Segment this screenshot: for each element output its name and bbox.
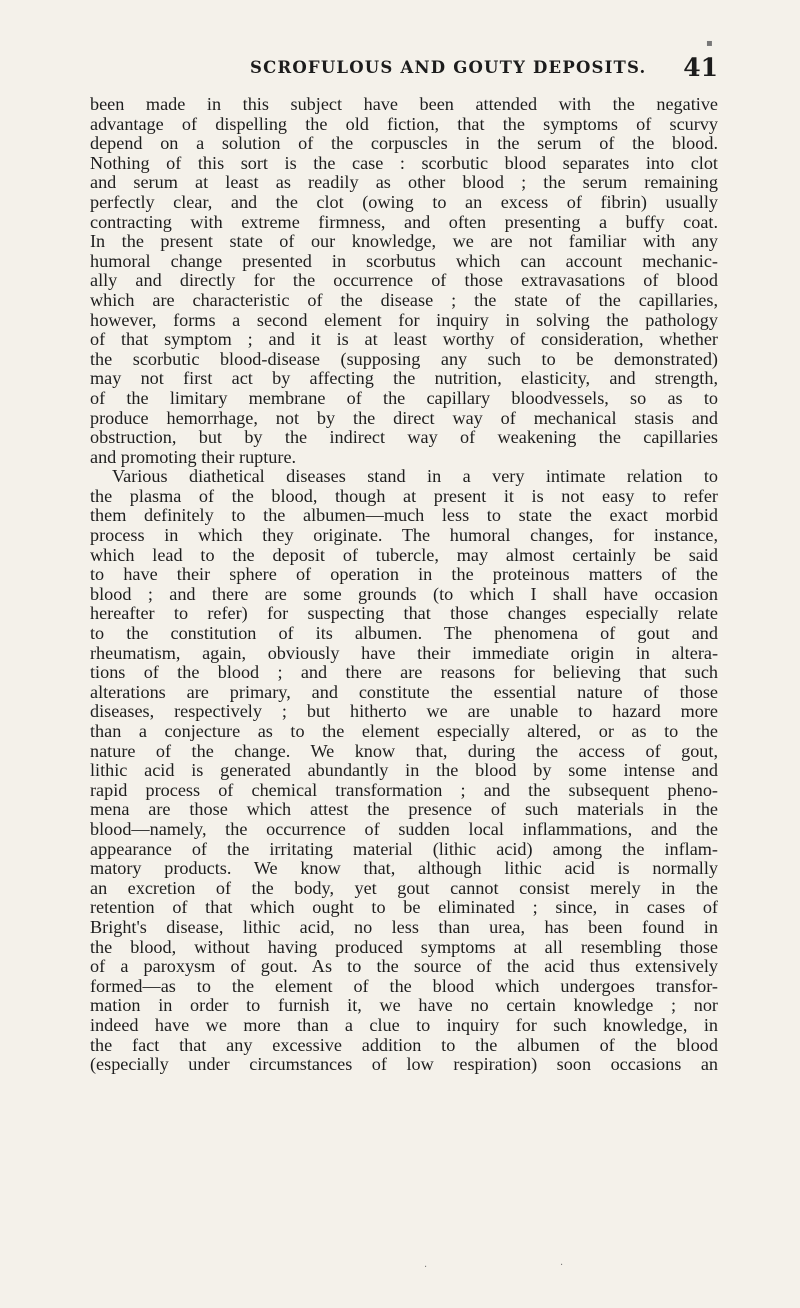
text-line: In the present state of our knowledge, we are not familiar with any bbox=[90, 231, 718, 252]
text-line: formed—as to the element of the blood which undergoes transfor- bbox=[90, 975, 718, 996]
text-line: obstruction, but by the indirect way of weakening the capillaries bbox=[90, 427, 718, 448]
text-line: retention of that which ought to be eliminated ; since, in cases of bbox=[90, 897, 718, 918]
text-line: and promoting their rupture. bbox=[90, 446, 297, 467]
text-line: them definitely to the albumen—much less to state the exact morbid bbox=[90, 505, 718, 526]
text-line: diseases, respectively ; but hitherto we are unable to hazard more bbox=[90, 701, 718, 722]
text-line: nature of the change. We know that, during the access of gout, bbox=[90, 740, 718, 761]
text-line: which lead to the deposit of tubercle, may almost certainly be said bbox=[90, 544, 718, 565]
text-line: of the limitary membrane of the capillary bloodvessels, so as to bbox=[90, 387, 718, 408]
text-line: lithic acid is generated abundantly in the blood by some intense and bbox=[90, 760, 718, 781]
text-line: blood—namely, the occurrence of sudden local inflammations, and the bbox=[90, 818, 718, 839]
text-line: an excretion of the body, yet gout cannot consist merely in the bbox=[90, 877, 718, 898]
text-line: process in which they originate. The humoral changes, for instance, bbox=[90, 525, 718, 546]
text-line: mation in order to furnish it, we have no certain knowledge ; nor bbox=[90, 995, 718, 1016]
text-line: depend on a solution of the corpuscles in the serum of the blood. bbox=[90, 133, 718, 154]
text-line: the plasma of the blood, though at present it is not easy to refer bbox=[90, 485, 718, 506]
text-line: blood ; and there are some grounds (to which I shall have occasion bbox=[90, 583, 718, 604]
text-line: Bright's disease, lithic acid, no less than urea, has been found in bbox=[90, 916, 718, 937]
text-line: however, forms a second element for inquiry in solving the pathology bbox=[90, 309, 718, 330]
text-line: appearance of the irritating material (lithic acid) among the inflam- bbox=[90, 838, 718, 859]
text-line: rheumatism, again, obviously have their immediate origin in altera- bbox=[90, 642, 718, 663]
text-line: the scorbutic blood-disease (supposing any such to be demonstrated) bbox=[90, 348, 718, 369]
text-line: matory products. We know that, although lithic acid is normally bbox=[90, 858, 718, 879]
scan-speck-mark: · bbox=[560, 1260, 564, 1271]
page-header bbox=[90, 53, 718, 84]
text-line: mena are those which attest the presence of such materials in the bbox=[90, 799, 718, 820]
body-text bbox=[90, 95, 718, 1075]
text-line: the blood, without having produced symptoms at all resembling those bbox=[90, 936, 718, 957]
text-line: of that symptom ; and it is at least worthy of consideration, whether bbox=[90, 329, 718, 350]
text-line: which are characteristic of the disease ; the state of the capillaries, bbox=[90, 289, 718, 310]
text-line: alterations are primary, and constitute the essential nature of those bbox=[90, 681, 718, 702]
text-line: been made in this subject have been attended with the negative bbox=[90, 94, 718, 114]
text-line: rapid process of chemical transformation ; and the subsequent pheno- bbox=[90, 779, 718, 800]
scan-speck-mark: · bbox=[424, 1262, 428, 1273]
running-title: SCROFULOUS AND GOUTY DEPOSITS. bbox=[250, 58, 647, 77]
text-line: Various diathetical diseases stand in a very intimate relation to bbox=[112, 466, 718, 487]
text-line: hereafter to refer) for suspecting that those changes especially relate bbox=[90, 603, 718, 624]
text-line: humoral change presented in scorbutus which can account mechanic- bbox=[90, 250, 718, 271]
text-line: produce hemorrhage, not by the direct way of mechanical stasis and bbox=[90, 407, 718, 428]
text-line: and serum at least as readily as other blood ; the serum remaining bbox=[90, 172, 718, 193]
text-line: than a conjecture as to the element especially altered, or as to the bbox=[90, 721, 718, 741]
scan-speck-mark: ▪ bbox=[706, 38, 713, 49]
text-line: contracting with extreme firmness, and often presenting a buffy coat. bbox=[90, 211, 718, 232]
text-line: may not first act by affecting the nutrition, elasticity, and strength, bbox=[90, 368, 718, 389]
text-line: to have their sphere of operation in the proteinous matters of the bbox=[90, 564, 718, 585]
text-line: (especially under circumstances of low respiration) soon occasions an bbox=[90, 1054, 718, 1075]
text-line: tions of the blood ; and there are reasons for believing that such bbox=[90, 662, 718, 683]
text-line: indeed have we more than a clue to inquiry for such knowledge, in bbox=[90, 1014, 718, 1035]
text-line: the fact that any excessive addition to the albumen of the blood bbox=[90, 1034, 718, 1055]
text-line: ally and directly for the occurrence of those extravasations of blood bbox=[90, 270, 718, 291]
text-line: of a paroxysm of gout. As to the source of the acid thus extensively bbox=[90, 956, 718, 977]
text-line: perfectly clear, and the clot (owing to an excess of fibrin) usually bbox=[90, 191, 718, 212]
page-number: 41 bbox=[683, 53, 718, 82]
text-line: to the constitution of its albumen. The phenomena of gout and bbox=[90, 623, 718, 644]
text-line: advantage of dispelling the old fiction, that the symptoms of scurvy bbox=[90, 113, 718, 134]
text-line: Nothing of this sort is the case : scorbutic blood separates into clot bbox=[90, 152, 718, 173]
